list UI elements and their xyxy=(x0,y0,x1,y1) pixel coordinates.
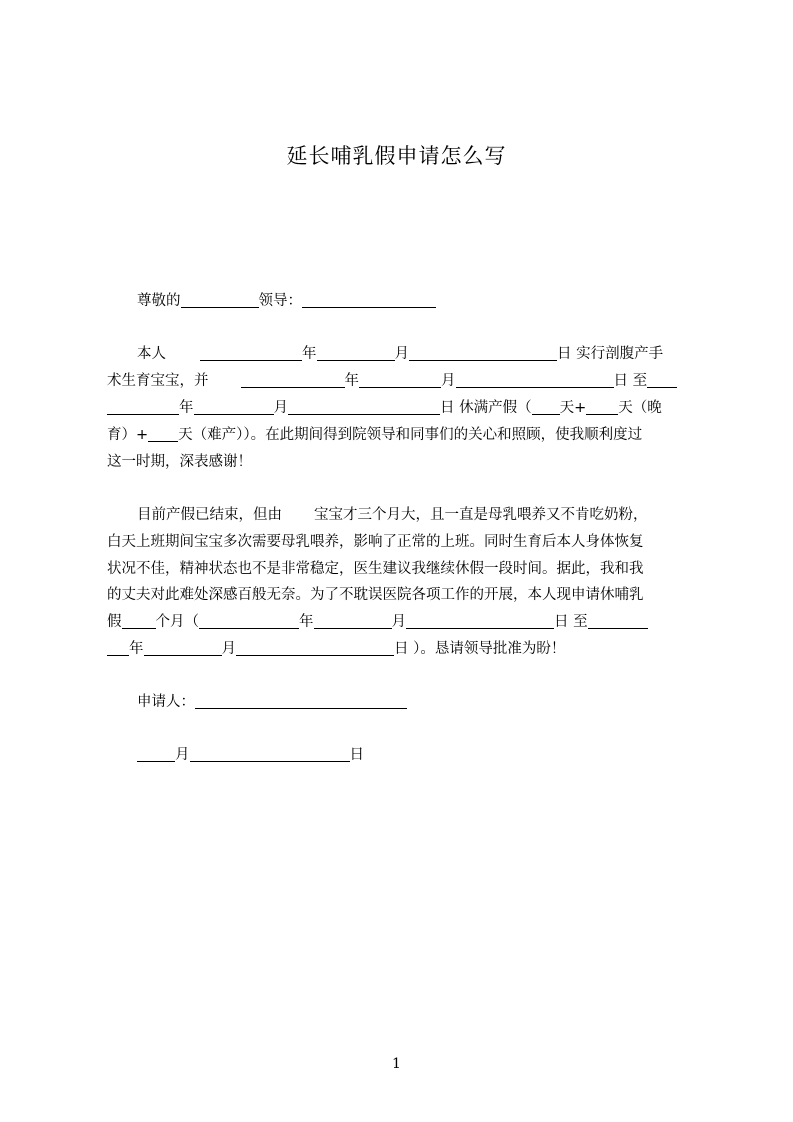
text: 日 ）。恳请领导批准为盼！ xyxy=(394,641,566,657)
text: 日 实行剖腹产手 xyxy=(557,346,664,362)
blank-field xyxy=(532,398,560,415)
text: 假 xyxy=(107,614,122,630)
blank-field xyxy=(137,745,175,762)
blank-field xyxy=(107,398,179,415)
text: 育）+ xyxy=(107,427,149,443)
blank-field xyxy=(194,398,274,415)
text: 术生育宝宝，并 xyxy=(107,373,209,389)
date-month: 月 xyxy=(175,747,190,763)
blank-field xyxy=(647,371,677,388)
blank-field xyxy=(199,612,299,629)
blank-field xyxy=(122,612,156,629)
text: 日 至 xyxy=(613,373,648,389)
p2-line-6 xyxy=(107,636,699,662)
text: 目前产假已结束，但由 xyxy=(137,507,282,523)
blank-field xyxy=(144,639,222,656)
text: 月 xyxy=(441,373,456,389)
p2-line-2: 白天上班期间宝宝多次需要母乳喂养，影响了正常的上班。同时生育后本人身体恢复 xyxy=(107,534,644,550)
blank-field xyxy=(190,745,350,762)
blank-field xyxy=(181,291,259,308)
blank-field xyxy=(586,398,618,415)
blank-field xyxy=(406,612,554,629)
text: 本人 xyxy=(137,346,166,362)
blank-field xyxy=(314,612,392,629)
blank-field xyxy=(148,425,178,442)
p2-line-1 xyxy=(107,502,699,528)
date-day: 日 xyxy=(349,747,364,763)
date-line xyxy=(137,742,729,768)
text: 月 xyxy=(221,641,236,657)
text: 年 xyxy=(299,614,314,630)
text: 年 xyxy=(302,346,317,362)
text: 天（晚 xyxy=(618,400,662,416)
text: 天（难产））。在此期间得到院领导和同事们的关心和照顾，使我顺利度过 xyxy=(178,427,643,443)
blank-field xyxy=(200,344,302,361)
text: 宝宝才三个月大，且一直是母乳喂养又不肯吃奶粉， xyxy=(314,507,648,523)
text: 月 xyxy=(273,400,288,416)
page-title: 延长哺乳假申请怎么写 xyxy=(286,144,507,168)
blank-field xyxy=(302,291,436,308)
applicant-line xyxy=(137,689,729,715)
blank-field xyxy=(359,371,441,388)
salutation-line xyxy=(137,288,729,314)
p2-line-4: 的丈夫对此难处深感百般无奈。为了不耽误医院各项工作的开展，本人现申请休哺乳 xyxy=(107,587,644,603)
p1-line-1 xyxy=(107,341,699,367)
text: 月 xyxy=(391,614,406,630)
page-number: 1 xyxy=(392,1056,401,1072)
salutation-middle: 领导： xyxy=(258,293,302,309)
text: 年 xyxy=(129,641,144,657)
p2-line-3: 状况不佳，精神状态也不是非常稳定，医生建议我继续休假一段时间。据此，我和我 xyxy=(107,561,644,577)
text: 个月（ xyxy=(155,614,199,630)
p2-line-5 xyxy=(107,609,699,635)
blank-field xyxy=(317,344,395,361)
text: 年 xyxy=(344,373,359,389)
blank-field xyxy=(288,398,440,415)
p1-line-2 xyxy=(107,368,699,394)
p1-line-3 xyxy=(107,395,699,421)
salutation-prefix: 尊敬的 xyxy=(137,293,181,309)
text: 月 xyxy=(394,346,409,362)
applicant-label: 申请人： xyxy=(137,694,195,710)
text: 日 至 xyxy=(554,614,588,630)
blank-field xyxy=(236,639,394,656)
blank-field xyxy=(241,371,345,388)
blank-field xyxy=(588,612,648,629)
p1-line-5: 这一时期，深表感谢！ xyxy=(107,454,252,470)
blank-field xyxy=(107,639,129,656)
blank-field xyxy=(195,692,407,709)
blank-field xyxy=(456,371,614,388)
blank-field xyxy=(409,344,557,361)
text: 日 休满产假（ xyxy=(440,400,532,416)
p1-line-4 xyxy=(107,422,699,448)
text: 年 xyxy=(179,400,194,416)
text: 天+ xyxy=(559,400,587,416)
